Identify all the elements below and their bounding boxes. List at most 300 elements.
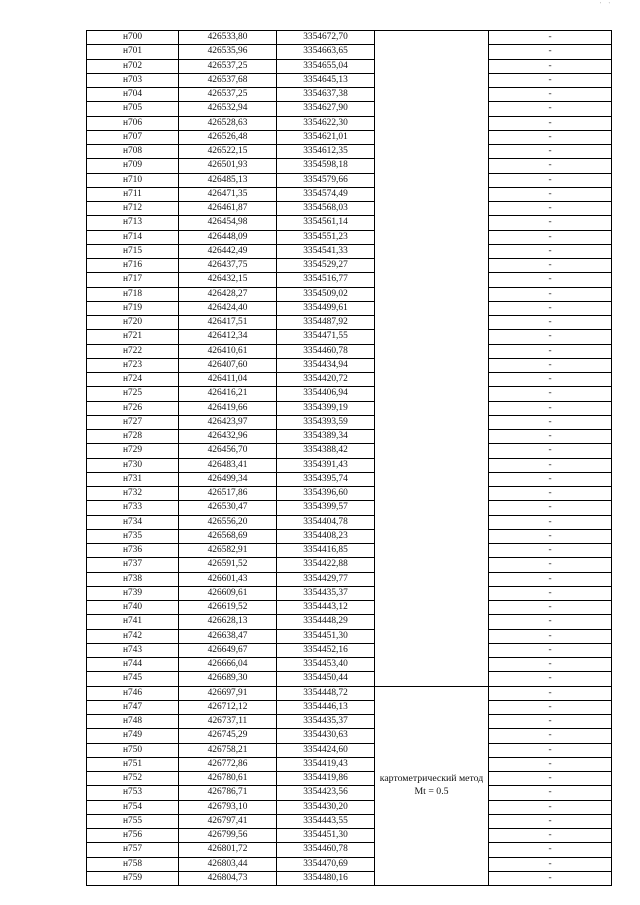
y-coordinate-cell: 3354399,57 xyxy=(277,501,375,515)
accuracy-dash-cell: - xyxy=(489,216,612,230)
point-name-cell: н739 xyxy=(87,586,179,600)
accuracy-dash-cell: - xyxy=(489,629,612,643)
coordinates-table-body xyxy=(87,31,612,886)
accuracy-dash-cell: - xyxy=(489,358,612,372)
point-name-cell: н708 xyxy=(87,145,179,159)
y-coordinate-cell: 3354621,01 xyxy=(277,130,375,144)
table-row xyxy=(87,658,612,672)
point-name-cell: н738 xyxy=(87,572,179,586)
accuracy-dash-cell: - xyxy=(489,572,612,586)
table-row xyxy=(87,358,612,372)
y-coordinate-cell: 3354516,77 xyxy=(277,273,375,287)
accuracy-dash-cell: - xyxy=(489,458,612,472)
accuracy-dash-cell: - xyxy=(489,544,612,558)
x-coordinate-cell: 426712,12 xyxy=(179,700,277,714)
table-row xyxy=(87,116,612,130)
x-coordinate-cell: 426522,15 xyxy=(179,145,277,159)
point-name-cell: н732 xyxy=(87,487,179,501)
y-coordinate-cell: 3354430,63 xyxy=(277,729,375,743)
accuracy-dash-cell: - xyxy=(489,672,612,686)
x-coordinate-cell: 426448,09 xyxy=(179,230,277,244)
table-row xyxy=(87,472,612,486)
accuracy-dash-cell: - xyxy=(489,501,612,515)
x-coordinate-cell: 426471,35 xyxy=(179,187,277,201)
table-row xyxy=(87,330,612,344)
accuracy-dash-cell: - xyxy=(489,700,612,714)
y-coordinate-cell: 3354499,61 xyxy=(277,301,375,315)
point-name-cell: н713 xyxy=(87,216,179,230)
y-coordinate-cell: 3354450,44 xyxy=(277,672,375,686)
y-coordinate-cell: 3354470,69 xyxy=(277,857,375,871)
y-coordinate-cell: 3354391,43 xyxy=(277,458,375,472)
accuracy-dash-cell: - xyxy=(489,287,612,301)
point-name-cell: н720 xyxy=(87,316,179,330)
point-name-cell: н701 xyxy=(87,45,179,59)
accuracy-dash-cell: - xyxy=(489,415,612,429)
point-name-cell: н741 xyxy=(87,615,179,629)
x-coordinate-cell: 426517,86 xyxy=(179,487,277,501)
accuracy-dash-cell: - xyxy=(489,786,612,800)
accuracy-dash-cell: - xyxy=(489,729,612,743)
point-name-cell: н752 xyxy=(87,772,179,786)
y-coordinate-cell: 3354622,30 xyxy=(277,116,375,130)
x-coordinate-cell: 426568,69 xyxy=(179,529,277,543)
point-name-cell: н704 xyxy=(87,88,179,102)
accuracy-dash-cell: - xyxy=(489,800,612,814)
page-corner-mark: ' ' xyxy=(600,2,613,8)
table-row xyxy=(87,700,612,714)
accuracy-dash-cell: - xyxy=(489,244,612,258)
y-coordinate-cell: 3354627,90 xyxy=(277,102,375,116)
x-coordinate-cell: 426535,96 xyxy=(179,45,277,59)
table-row xyxy=(87,230,612,244)
x-coordinate-cell: 426428,27 xyxy=(179,287,277,301)
point-name-cell: н723 xyxy=(87,358,179,372)
table-row xyxy=(87,615,612,629)
method-cell-empty xyxy=(375,31,489,687)
table-row xyxy=(87,202,612,216)
point-name-cell: н721 xyxy=(87,330,179,344)
accuracy-dash-cell: - xyxy=(489,643,612,657)
accuracy-dash-cell: - xyxy=(489,373,612,387)
point-name-cell: н743 xyxy=(87,643,179,657)
accuracy-dash-cell: - xyxy=(489,145,612,159)
y-coordinate-cell: 3354423,56 xyxy=(277,786,375,800)
x-coordinate-cell: 426483,41 xyxy=(179,458,277,472)
table-row xyxy=(87,857,612,871)
accuracy-dash-cell: - xyxy=(489,857,612,871)
y-coordinate-cell: 3354408,23 xyxy=(277,529,375,543)
y-coordinate-cell: 3354451,30 xyxy=(277,829,375,843)
table-row xyxy=(87,401,612,415)
table-row xyxy=(87,88,612,102)
accuracy-dash-cell: - xyxy=(489,401,612,415)
x-coordinate-cell: 426416,21 xyxy=(179,387,277,401)
table-row xyxy=(87,31,612,45)
x-coordinate-cell: 426780,61 xyxy=(179,772,277,786)
x-coordinate-cell: 426745,29 xyxy=(179,729,277,743)
x-coordinate-cell: 426649,67 xyxy=(179,643,277,657)
y-coordinate-cell: 3354435,37 xyxy=(277,586,375,600)
x-coordinate-cell: 426628,13 xyxy=(179,615,277,629)
table-row xyxy=(87,786,612,800)
x-coordinate-cell: 426666,04 xyxy=(179,658,277,672)
accuracy-dash-cell: - xyxy=(489,444,612,458)
x-coordinate-cell: 426797,41 xyxy=(179,814,277,828)
table-row xyxy=(87,672,612,686)
y-coordinate-cell: 3354435,37 xyxy=(277,715,375,729)
y-coordinate-cell: 3354663,65 xyxy=(277,45,375,59)
point-name-cell: н718 xyxy=(87,287,179,301)
accuracy-dash-cell: - xyxy=(489,344,612,358)
y-coordinate-cell: 3354598,18 xyxy=(277,159,375,173)
table-row xyxy=(87,159,612,173)
y-coordinate-cell: 3354388,42 xyxy=(277,444,375,458)
accuracy-dash-cell: - xyxy=(489,102,612,116)
x-coordinate-cell: 426772,86 xyxy=(179,757,277,771)
y-coordinate-cell: 3354574,49 xyxy=(277,187,375,201)
x-coordinate-cell: 426423,97 xyxy=(179,415,277,429)
accuracy-dash-cell: - xyxy=(489,330,612,344)
point-name-cell: н703 xyxy=(87,73,179,87)
point-name-cell: н753 xyxy=(87,786,179,800)
accuracy-dash-cell: - xyxy=(489,202,612,216)
point-name-cell: н705 xyxy=(87,102,179,116)
y-coordinate-cell: 3354389,34 xyxy=(277,430,375,444)
y-coordinate-cell: 3354399,19 xyxy=(277,401,375,415)
x-coordinate-cell: 426638,47 xyxy=(179,629,277,643)
table-row xyxy=(87,558,612,572)
table-row xyxy=(87,814,612,828)
x-coordinate-cell: 426407,60 xyxy=(179,358,277,372)
x-coordinate-cell: 426799,56 xyxy=(179,829,277,843)
y-coordinate-cell: 3354453,40 xyxy=(277,658,375,672)
table-row xyxy=(87,729,612,743)
y-coordinate-cell: 3354404,78 xyxy=(277,515,375,529)
point-name-cell: н735 xyxy=(87,529,179,543)
accuracy-dash-cell: - xyxy=(489,430,612,444)
table-row xyxy=(87,487,612,501)
accuracy-dash-cell: - xyxy=(489,843,612,857)
table-row xyxy=(87,544,612,558)
accuracy-dash-cell: - xyxy=(489,116,612,130)
table-row xyxy=(87,45,612,59)
table-row xyxy=(87,387,612,401)
table-row xyxy=(87,871,612,885)
method-cell xyxy=(375,686,489,886)
point-name-cell: н757 xyxy=(87,843,179,857)
y-coordinate-cell: 3354443,12 xyxy=(277,601,375,615)
table-row xyxy=(87,800,612,814)
accuracy-dash-cell: - xyxy=(489,586,612,600)
accuracy-dash-cell: - xyxy=(489,187,612,201)
accuracy-dash-cell: - xyxy=(489,31,612,45)
point-name-cell: н716 xyxy=(87,259,179,273)
x-coordinate-cell: 426556,20 xyxy=(179,515,277,529)
table-row xyxy=(87,73,612,87)
x-coordinate-cell: 426803,44 xyxy=(179,857,277,871)
y-coordinate-cell: 3354419,86 xyxy=(277,772,375,786)
accuracy-dash-cell: - xyxy=(489,814,612,828)
x-coordinate-cell: 426591,52 xyxy=(179,558,277,572)
table-row xyxy=(87,444,612,458)
x-coordinate-cell: 426410,61 xyxy=(179,344,277,358)
accuracy-dash-cell: - xyxy=(489,686,612,700)
table-row xyxy=(87,829,612,843)
accuracy-dash-cell: - xyxy=(489,772,612,786)
table-row xyxy=(87,572,612,586)
point-name-cell: н745 xyxy=(87,672,179,686)
x-coordinate-cell: 426456,70 xyxy=(179,444,277,458)
y-coordinate-cell: 3354406,94 xyxy=(277,387,375,401)
y-coordinate-cell: 3354420,72 xyxy=(277,373,375,387)
y-coordinate-cell: 3354579,66 xyxy=(277,173,375,187)
accuracy-dash-cell: - xyxy=(489,73,612,87)
y-coordinate-cell: 3354460,78 xyxy=(277,344,375,358)
accuracy-dash-cell: - xyxy=(489,45,612,59)
table-row xyxy=(87,772,612,786)
point-name-cell: н756 xyxy=(87,829,179,843)
y-coordinate-cell: 3354443,55 xyxy=(277,814,375,828)
accuracy-dash-cell: - xyxy=(489,472,612,486)
x-coordinate-cell: 426530,47 xyxy=(179,501,277,515)
accuracy-dash-cell: - xyxy=(489,59,612,73)
x-coordinate-cell: 426442,49 xyxy=(179,244,277,258)
y-coordinate-cell: 3354452,16 xyxy=(277,643,375,657)
point-name-cell: н750 xyxy=(87,743,179,757)
x-coordinate-cell: 426461,87 xyxy=(179,202,277,216)
y-coordinate-cell: 3354541,33 xyxy=(277,244,375,258)
accuracy-dash-cell: - xyxy=(489,259,612,273)
accuracy-dash-cell: - xyxy=(489,173,612,187)
table-row xyxy=(87,344,612,358)
y-coordinate-cell: 3354551,23 xyxy=(277,230,375,244)
table-row xyxy=(87,715,612,729)
point-name-cell: н714 xyxy=(87,230,179,244)
y-coordinate-cell: 3354471,55 xyxy=(277,330,375,344)
x-coordinate-cell: 426804,73 xyxy=(179,871,277,885)
y-coordinate-cell: 3354568,03 xyxy=(277,202,375,216)
table-row xyxy=(87,743,612,757)
y-coordinate-cell: 3354422,88 xyxy=(277,558,375,572)
y-coordinate-cell: 3354561,14 xyxy=(277,216,375,230)
accuracy-dash-cell: - xyxy=(489,387,612,401)
accuracy-dash-cell: - xyxy=(489,658,612,672)
x-coordinate-cell: 426537,25 xyxy=(179,88,277,102)
y-coordinate-cell: 3354419,43 xyxy=(277,757,375,771)
accuracy-dash-cell: - xyxy=(489,515,612,529)
x-coordinate-cell: 426786,71 xyxy=(179,786,277,800)
y-coordinate-cell: 3354460,78 xyxy=(277,843,375,857)
table-row xyxy=(87,130,612,144)
point-name-cell: н726 xyxy=(87,401,179,415)
table-row xyxy=(87,501,612,515)
x-coordinate-cell: 426432,96 xyxy=(179,430,277,444)
x-coordinate-cell: 426437,75 xyxy=(179,259,277,273)
accuracy-dash-cell: - xyxy=(489,743,612,757)
point-name-cell: н758 xyxy=(87,857,179,871)
point-name-cell: н717 xyxy=(87,273,179,287)
table-row xyxy=(87,458,612,472)
x-coordinate-cell: 426417,51 xyxy=(179,316,277,330)
table-row xyxy=(87,686,612,700)
point-name-cell: н725 xyxy=(87,387,179,401)
x-coordinate-cell: 426619,52 xyxy=(179,601,277,615)
accuracy-dash-cell: - xyxy=(489,757,612,771)
x-coordinate-cell: 426528,63 xyxy=(179,116,277,130)
x-coordinate-cell: 426537,25 xyxy=(179,59,277,73)
x-coordinate-cell: 426526,48 xyxy=(179,130,277,144)
y-coordinate-cell: 3354429,77 xyxy=(277,572,375,586)
point-name-cell: н742 xyxy=(87,629,179,643)
x-coordinate-cell: 426537,68 xyxy=(179,73,277,87)
table-row xyxy=(87,373,612,387)
y-coordinate-cell: 3354509,02 xyxy=(277,287,375,301)
y-coordinate-cell: 3354655,04 xyxy=(277,59,375,73)
table-row xyxy=(87,59,612,73)
accuracy-dash-cell: - xyxy=(489,130,612,144)
x-coordinate-cell: 426793,10 xyxy=(179,800,277,814)
table-row xyxy=(87,216,612,230)
point-name-cell: н724 xyxy=(87,373,179,387)
x-coordinate-cell: 426501,93 xyxy=(179,159,277,173)
table-row xyxy=(87,629,612,643)
point-name-cell: н706 xyxy=(87,116,179,130)
x-coordinate-cell: 426499,34 xyxy=(179,472,277,486)
table-row xyxy=(87,273,612,287)
point-name-cell: н755 xyxy=(87,814,179,828)
point-name-cell: н734 xyxy=(87,515,179,529)
point-name-cell: н740 xyxy=(87,601,179,615)
x-coordinate-cell: 426601,43 xyxy=(179,572,277,586)
accuracy-dash-cell: - xyxy=(489,529,612,543)
point-name-cell: н731 xyxy=(87,472,179,486)
x-coordinate-cell: 426411,04 xyxy=(179,373,277,387)
x-coordinate-cell: 426737,11 xyxy=(179,715,277,729)
accuracy-dash-cell: - xyxy=(489,88,612,102)
method-note: картометрический метод Mt = 0.5 xyxy=(379,773,484,798)
table-row xyxy=(87,430,612,444)
accuracy-dash-cell: - xyxy=(489,558,612,572)
y-coordinate-cell: 3354487,92 xyxy=(277,316,375,330)
point-name-cell: н712 xyxy=(87,202,179,216)
x-coordinate-cell: 426432,15 xyxy=(179,273,277,287)
point-name-cell: н728 xyxy=(87,430,179,444)
table-row xyxy=(87,244,612,258)
x-coordinate-cell: 426609,61 xyxy=(179,586,277,600)
x-coordinate-cell: 426532,94 xyxy=(179,102,277,116)
accuracy-dash-cell: - xyxy=(489,829,612,843)
point-name-cell: н751 xyxy=(87,757,179,771)
point-name-cell: н746 xyxy=(87,686,179,700)
y-coordinate-cell: 3354434,94 xyxy=(277,358,375,372)
y-coordinate-cell: 3354446,13 xyxy=(277,700,375,714)
accuracy-dash-cell: - xyxy=(489,316,612,330)
y-coordinate-cell: 3354672,70 xyxy=(277,31,375,45)
x-coordinate-cell: 426689,30 xyxy=(179,672,277,686)
x-coordinate-cell: 426454,98 xyxy=(179,216,277,230)
x-coordinate-cell: 426533,80 xyxy=(179,31,277,45)
y-coordinate-cell: 3354448,72 xyxy=(277,686,375,700)
point-name-cell: н749 xyxy=(87,729,179,743)
x-coordinate-cell: 426419,66 xyxy=(179,401,277,415)
point-name-cell: н733 xyxy=(87,501,179,515)
accuracy-dash-cell: - xyxy=(489,715,612,729)
table-row xyxy=(87,145,612,159)
point-name-cell: н700 xyxy=(87,31,179,45)
x-coordinate-cell: 426582,91 xyxy=(179,544,277,558)
x-coordinate-cell: 426801,72 xyxy=(179,843,277,857)
point-name-cell: н747 xyxy=(87,700,179,714)
y-coordinate-cell: 3354637,38 xyxy=(277,88,375,102)
point-name-cell: н729 xyxy=(87,444,179,458)
point-name-cell: н736 xyxy=(87,544,179,558)
y-coordinate-cell: 3354645,13 xyxy=(277,73,375,87)
point-name-cell: н715 xyxy=(87,244,179,258)
table-row xyxy=(87,757,612,771)
point-name-cell: н754 xyxy=(87,800,179,814)
table-row xyxy=(87,515,612,529)
y-coordinate-cell: 3354430,20 xyxy=(277,800,375,814)
table-row xyxy=(87,843,612,857)
accuracy-dash-cell: - xyxy=(489,601,612,615)
accuracy-dash-cell: - xyxy=(489,159,612,173)
y-coordinate-cell: 3354451,30 xyxy=(277,629,375,643)
y-coordinate-cell: 3354395,74 xyxy=(277,472,375,486)
x-coordinate-cell: 426485,13 xyxy=(179,173,277,187)
x-coordinate-cell: 426758,21 xyxy=(179,743,277,757)
y-coordinate-cell: 3354424,60 xyxy=(277,743,375,757)
y-coordinate-cell: 3354448,29 xyxy=(277,615,375,629)
table-row xyxy=(87,415,612,429)
x-coordinate-cell: 426697,91 xyxy=(179,686,277,700)
point-name-cell: н707 xyxy=(87,130,179,144)
point-name-cell: н727 xyxy=(87,415,179,429)
point-name-cell: н737 xyxy=(87,558,179,572)
point-name-cell: н759 xyxy=(87,871,179,885)
point-name-cell: н730 xyxy=(87,458,179,472)
table-row xyxy=(87,187,612,201)
table-row xyxy=(87,586,612,600)
table-row xyxy=(87,301,612,315)
point-name-cell: н702 xyxy=(87,59,179,73)
point-name-cell: н709 xyxy=(87,159,179,173)
table-row xyxy=(87,259,612,273)
accuracy-dash-cell: - xyxy=(489,487,612,501)
table-row xyxy=(87,316,612,330)
accuracy-dash-cell: - xyxy=(489,230,612,244)
coordinates-table xyxy=(86,30,612,886)
y-coordinate-cell: 3354480,16 xyxy=(277,871,375,885)
accuracy-dash-cell: - xyxy=(489,871,612,885)
accuracy-dash-cell: - xyxy=(489,615,612,629)
table-row xyxy=(87,643,612,657)
y-coordinate-cell: 3354396,60 xyxy=(277,487,375,501)
accuracy-dash-cell: - xyxy=(489,301,612,315)
x-coordinate-cell: 426412,34 xyxy=(179,330,277,344)
y-coordinate-cell: 3354416,85 xyxy=(277,544,375,558)
x-coordinate-cell: 426424,40 xyxy=(179,301,277,315)
table-row xyxy=(87,529,612,543)
point-name-cell: н719 xyxy=(87,301,179,315)
table-row xyxy=(87,601,612,615)
point-name-cell: н744 xyxy=(87,658,179,672)
y-coordinate-cell: 3354393,59 xyxy=(277,415,375,429)
table-row xyxy=(87,287,612,301)
point-name-cell: н748 xyxy=(87,715,179,729)
y-coordinate-cell: 3354529,27 xyxy=(277,259,375,273)
point-name-cell: н722 xyxy=(87,344,179,358)
